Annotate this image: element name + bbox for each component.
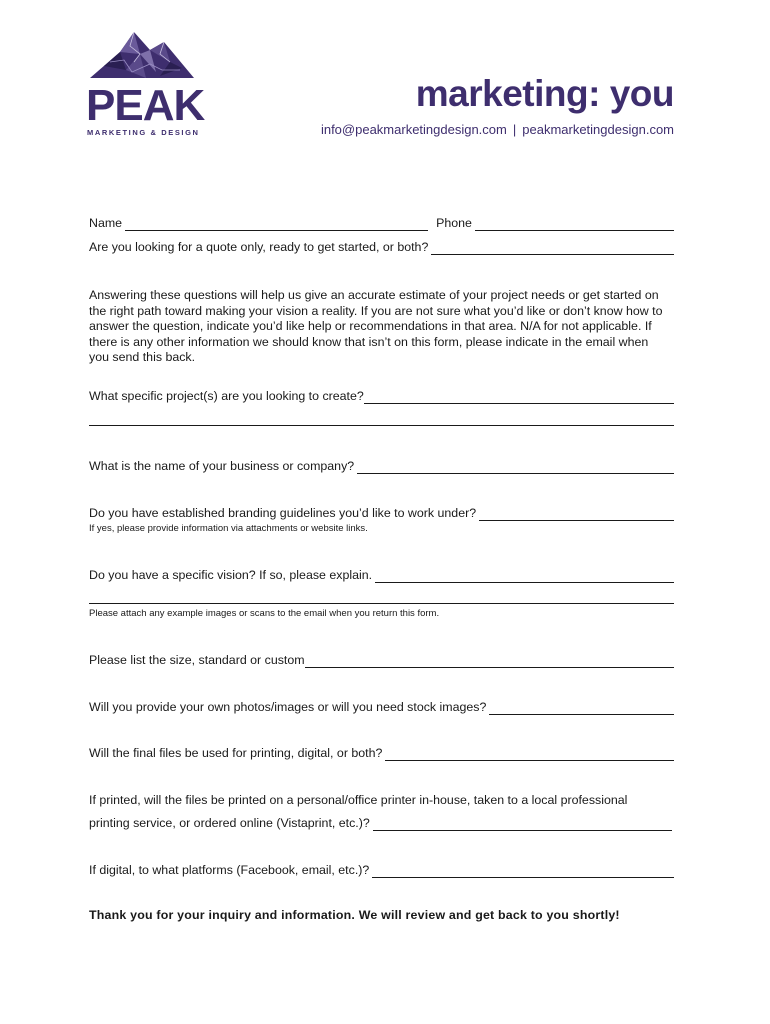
digital-field[interactable] [372,865,674,878]
branding-row [89,505,674,521]
intro-line: you send this back. [89,350,196,364]
size-field[interactable] [305,655,674,668]
digital-question: If digital, to what platforms (Facebook, email, etc.)? [89,863,370,877]
name-label: Name [89,216,123,230]
printed-question-line2: printing service, or ordered online (Vistaprint, etc.)? [89,816,370,830]
logo-wordmark: PEAK [86,81,205,130]
mountain-icon [90,32,194,84]
intro-line: there is any other information we should know that isn’t on this form, please indicate in the email when [89,334,649,349]
final-files-row [89,745,674,761]
size-row [89,652,674,668]
contact-line [321,122,674,137]
quote-question: Are you looking for a quote only, ready to get started, or both? [89,240,429,254]
projects-row [89,388,674,404]
vision-field-line2[interactable] [89,590,674,604]
vision-question: Do you have a specific vision? If so, please explain. [89,568,373,582]
name-field[interactable] [125,218,428,231]
phone-field[interactable] [475,218,674,231]
branding-note: If yes, please provide information via attachments or website links. [89,523,368,534]
printed-field[interactable] [373,818,672,831]
contact-separator: | [512,122,517,137]
vision-note: Please attach any example images or scans to the email when you return this form. [89,608,440,619]
website-link[interactable]: peakmarketingdesign.com [522,122,674,137]
intro-line: answer the question, indicate you’d like help or recommendations in that area. N/A for not applicable. If [89,319,652,333]
projects-question: What specific project(s) are you looking to create? [89,389,364,403]
closing-message: Thank you for your inquiry and information. We will review and get back to you shortly! [89,908,620,922]
printed-row [89,815,672,831]
peak-logo [86,32,205,137]
intro-line: Answering these questions will help us give an accurate estimate of your project needs or get started on [89,288,659,302]
photos-row [89,699,674,715]
page-headline: marketing: you [415,73,674,114]
intro-line: the right path toward making your vision a reality. If you are not sure what you’d like or don’t know how to [89,303,663,318]
branding-field[interactable] [479,508,674,521]
phone-label: Phone [436,216,472,230]
vision-row [89,567,674,583]
photos-question: Will you provide your own photos/images or will you need stock images? [89,700,487,714]
final-files-field[interactable] [385,748,674,761]
logo-tagline: MARKETING & DESIGN [87,128,200,137]
vision-field[interactable] [375,570,674,583]
email-link[interactable]: info@peakmarketingdesign.com [320,122,507,137]
size-question: Please list the size, standard or custom [89,653,305,667]
digital-row [89,862,674,878]
quote-field[interactable] [431,242,674,255]
final-files-question: Will the final files be used for printing, digital, or both? [89,746,383,760]
projects-field-line2[interactable] [89,412,674,426]
projects-field[interactable] [364,391,674,404]
printed-question-line1: If printed, will the files be printed on a personal/office printer in-house, taken to a local professional [89,793,628,807]
branding-question: Do you have established branding guidelines you’d like to work under? [89,506,477,520]
business-row [89,458,674,474]
quote-row [89,239,674,255]
business-field[interactable] [357,461,674,474]
photos-field[interactable] [489,702,674,715]
business-question: What is the name of your business or company? [89,459,355,473]
intro-paragraph [89,288,679,366]
name-phone-row [89,215,674,231]
